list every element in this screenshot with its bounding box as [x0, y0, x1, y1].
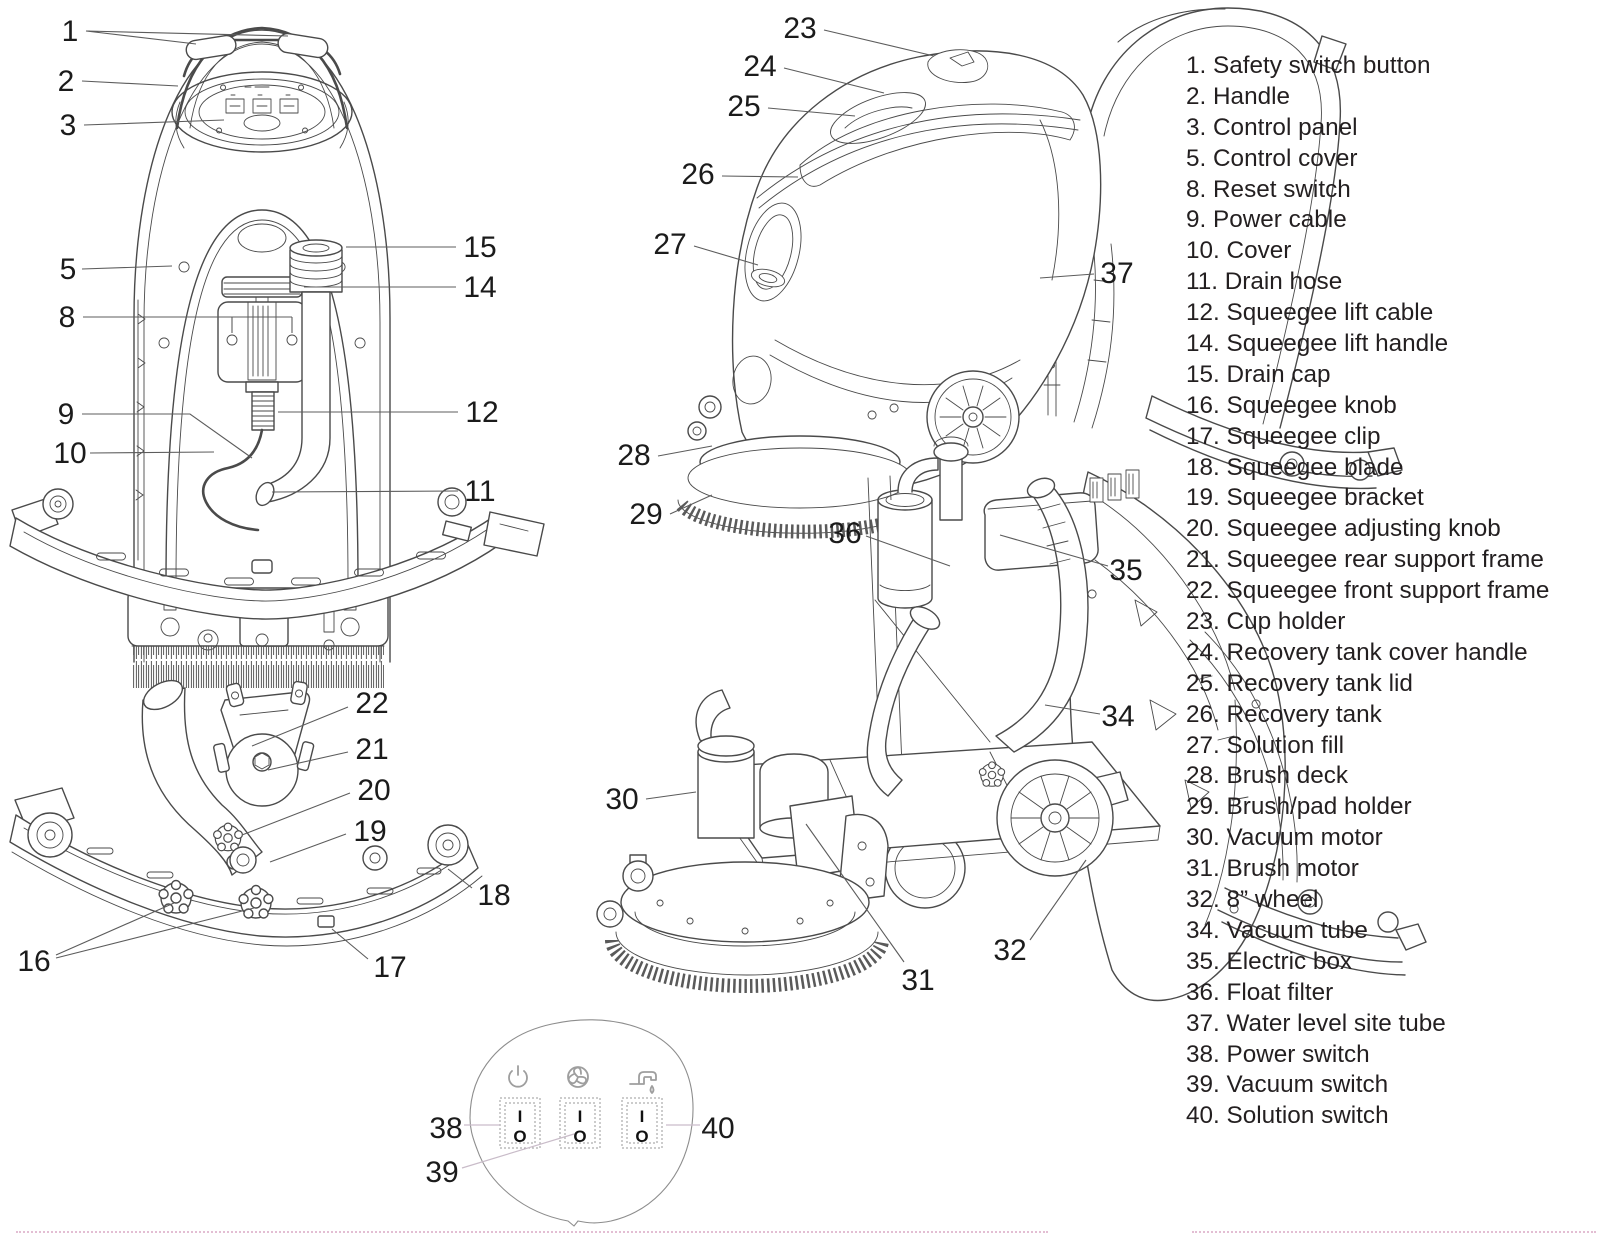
- rear-frame-tab-right: [297, 741, 314, 771]
- callout-20: 20: [357, 774, 391, 807]
- callout-40: 40: [701, 1112, 735, 1145]
- part-label-24: 24. Recovery tank cover handle: [1186, 638, 1528, 666]
- parts-list-item: [1186, 51, 1596, 82]
- part-label-10: 10. Cover: [1186, 237, 1292, 265]
- callout-31: 31: [901, 964, 935, 997]
- part-label-8: 8. Reset switch: [1186, 175, 1351, 203]
- parts-list-item: [1186, 1070, 1596, 1101]
- part-label-12: 12. Squeegee lift cable: [1186, 299, 1434, 327]
- callout-38: 38: [429, 1112, 463, 1145]
- chassis-caster-1: [623, 861, 653, 891]
- bottom-divider-left: [16, 1231, 1048, 1233]
- squeegee-clip: [318, 916, 334, 927]
- parts-list-item: [1186, 82, 1596, 113]
- vacuum-switch-on-label: I: [577, 1107, 583, 1126]
- part-label-38: 38. Power switch: [1186, 1040, 1370, 1068]
- part-label-23: 23. Cup holder: [1186, 608, 1346, 636]
- power-cable: [203, 430, 262, 530]
- part-label-40: 40. Solution switch: [1186, 1102, 1389, 1130]
- support-wheel-left: [230, 847, 256, 873]
- parts-list-item: [1186, 205, 1596, 236]
- part-label-14: 14. Squeegee lift handle: [1186, 330, 1449, 358]
- part-label-19: 19. Squeegee bracket: [1186, 484, 1424, 512]
- callout-9: 9: [57, 398, 75, 431]
- part-label-28: 28. Brush deck: [1186, 762, 1349, 790]
- chassis-brush-deck: [621, 862, 869, 942]
- front-caster-1: [699, 396, 721, 418]
- bar-center-pivot: [252, 560, 272, 573]
- cover-oval: [238, 224, 286, 252]
- callout-26: 26: [681, 158, 715, 191]
- callout-3: 3: [59, 109, 77, 142]
- part-label-18: 18. Squeegee blade: [1186, 453, 1404, 481]
- solution-switch: [622, 1098, 662, 1148]
- parts-list-item: [1186, 298, 1596, 329]
- parts-list-item: [1186, 267, 1596, 298]
- parts-list-item: [1186, 947, 1596, 978]
- bar-left-roller: [43, 489, 73, 519]
- power-switch-on-label: I: [517, 1107, 523, 1126]
- vacuum-motor-canister: [698, 752, 754, 838]
- parts-list-item: [1186, 854, 1596, 885]
- part-label-27: 27. Solution fill: [1186, 731, 1345, 759]
- rear-view-diagram: [10, 15, 544, 688]
- callout-21: 21: [355, 733, 389, 766]
- callout-10: 10: [53, 437, 87, 470]
- part-label-31: 31. Brush motor: [1186, 855, 1359, 883]
- parts-list-item: [1186, 978, 1596, 1009]
- callout-8: 8: [58, 301, 76, 334]
- callout-28: 28: [617, 439, 651, 472]
- part-label-5: 5. Control cover: [1186, 144, 1358, 172]
- panel-oval: [244, 115, 280, 131]
- parts-list-item: [1186, 453, 1596, 484]
- parts-list-item: [1186, 545, 1596, 576]
- parts-list-item: [1186, 144, 1596, 175]
- callout-18: 18: [477, 879, 511, 912]
- panel-screws: [217, 85, 308, 133]
- left-roller: [28, 813, 72, 857]
- parts-list-item: [1186, 1040, 1596, 1071]
- callout-22: 22: [355, 687, 389, 720]
- part-label-25: 25. Recovery tank lid: [1186, 669, 1413, 697]
- reset-switch-bracket: [218, 302, 306, 382]
- parts-list-item: [1186, 1009, 1596, 1040]
- bar-right-roller: [438, 488, 466, 516]
- callout-14: 14: [463, 271, 497, 304]
- lift-cable-nut: [246, 382, 278, 392]
- panel-switch-marks: [230, 87, 294, 106]
- chassis-wheel-hub: [1041, 804, 1069, 832]
- parts-list-item: [1186, 638, 1596, 669]
- power-switch-off-label: O: [513, 1127, 527, 1146]
- callout-25: 25: [727, 90, 761, 123]
- part-label-35: 35. Electric box: [1186, 947, 1353, 975]
- handle-grip: [1118, 9, 1225, 42]
- callout-17: 17: [373, 951, 407, 984]
- part-label-26: 26. Recovery tank: [1186, 700, 1382, 728]
- rear-frame-bolt: [253, 753, 271, 771]
- callout-16: 16: [17, 945, 51, 978]
- part-label-2: 2. Handle: [1186, 82, 1291, 110]
- solution-switch-on-label: I: [639, 1107, 645, 1126]
- parts-list-item: [1186, 607, 1596, 638]
- callout-36: 36: [828, 517, 862, 550]
- standpipe-cap: [934, 443, 968, 461]
- parts-list-item: [1186, 329, 1596, 360]
- callout-39: 39: [425, 1156, 459, 1189]
- front-caster-2: [688, 422, 706, 440]
- part-label-3: 3. Control panel: [1186, 113, 1358, 141]
- power-icon: [509, 1066, 527, 1087]
- part-label-9: 9. Power cable: [1186, 206, 1347, 234]
- parts-list-item: [1186, 422, 1596, 453]
- parts-list-item: [1186, 391, 1596, 422]
- vacuum-motor-ring-top: [698, 736, 754, 756]
- parts-list-item: [1186, 731, 1596, 762]
- wheel-hub: [963, 407, 983, 427]
- callout-32: 32: [993, 934, 1027, 967]
- standpipe: [940, 455, 962, 520]
- parts-list-item: [1186, 360, 1596, 391]
- control-panel-mid-ring: [185, 79, 339, 145]
- chassis-caster-2: [597, 901, 623, 927]
- fan-icon: [568, 1067, 588, 1087]
- part-label-37: 37. Water level site tube: [1186, 1009, 1446, 1037]
- parts-list-item: [1186, 700, 1596, 731]
- part-label-11: 11. Drain hose: [1186, 268, 1343, 296]
- part-label-16: 16. Squeegee knob: [1186, 391, 1397, 419]
- bottom-divider-right: [1192, 1231, 1596, 1233]
- part-label-36: 36. Float filter: [1186, 978, 1334, 1006]
- vacuum-switch: [560, 1098, 600, 1148]
- part-label-20: 20. Squeegee adjusting knob: [1186, 515, 1501, 543]
- drain-cap-top: [290, 240, 342, 256]
- chassis-brush-bristles: [612, 940, 882, 986]
- parts-list-item: [1186, 1101, 1596, 1132]
- callout-27: 27: [653, 228, 687, 261]
- parts-list-item: [1186, 175, 1596, 206]
- callout-12: 12: [465, 396, 499, 429]
- parts-list: [1186, 51, 1596, 1132]
- rear-view-callouts: [53, 15, 498, 508]
- power-switch: [500, 1098, 540, 1148]
- callout-24: 24: [743, 50, 777, 83]
- callout-30: 30: [605, 783, 639, 816]
- right-roller: [428, 825, 468, 865]
- parts-list-item: [1186, 792, 1596, 823]
- callout-29: 29: [629, 498, 663, 531]
- parts-list-item: [1186, 885, 1596, 916]
- solution-tap-icon: [630, 1072, 656, 1093]
- part-label-22: 22. Squeegee front support frame: [1186, 577, 1550, 605]
- squeegee-assembly-diagram: [10, 675, 511, 984]
- part-label-17: 17. Squeegee clip: [1186, 422, 1381, 450]
- float-filter-body: [878, 500, 932, 608]
- callout-11: 11: [464, 475, 496, 508]
- rear-frame-tab-left: [213, 743, 230, 773]
- parts-list-item: [1186, 823, 1596, 854]
- callout-19: 19: [353, 815, 387, 848]
- parts-list-item: [1186, 669, 1596, 700]
- callout-2: 2: [57, 65, 75, 98]
- part-label-29: 29. Brush/pad holder: [1186, 793, 1412, 821]
- part-label-39: 39. Vacuum switch: [1186, 1071, 1389, 1099]
- callout-23: 23: [783, 12, 817, 45]
- callout-34: 34: [1101, 700, 1135, 733]
- part-label-1: 1. Safety switch button: [1186, 52, 1431, 79]
- parts-list-item: [1186, 483, 1596, 514]
- part-label-30: 30. Vacuum motor: [1186, 824, 1383, 852]
- parts-list-item: [1186, 576, 1596, 607]
- bar-right-clip: [443, 521, 472, 541]
- squeegee-knob-right: [239, 886, 273, 919]
- part-label-15: 15. Drain cap: [1186, 360, 1331, 388]
- callout-1: 1: [61, 15, 79, 48]
- parts-list-item: [1186, 113, 1596, 144]
- switch-panel-diagram: [425, 1020, 734, 1226]
- support-wheel-right: [363, 846, 387, 870]
- vacuum-switch-off-label: O: [573, 1127, 587, 1146]
- callout-37: 37: [1100, 257, 1134, 290]
- front-frame-ear-right: [290, 681, 308, 705]
- callout-5: 5: [59, 253, 77, 286]
- parts-list-item: [1186, 761, 1596, 792]
- part-label-34: 34. Vacuum tube: [1186, 916, 1368, 944]
- squeegee-knob-left: [159, 881, 193, 914]
- part-label-21: 21. Squeegee rear support frame: [1186, 546, 1544, 574]
- parts-list-item: [1186, 514, 1596, 545]
- callout-15: 15: [463, 231, 497, 264]
- solution-switch-off-label: O: [635, 1127, 649, 1146]
- parts-list-item: [1186, 916, 1596, 947]
- parts-list-item: [1186, 236, 1596, 267]
- safety-switch-button-left: [185, 34, 237, 61]
- callout-35: 35: [1109, 554, 1143, 587]
- part-label-32: 32. 8” wheel: [1186, 886, 1319, 914]
